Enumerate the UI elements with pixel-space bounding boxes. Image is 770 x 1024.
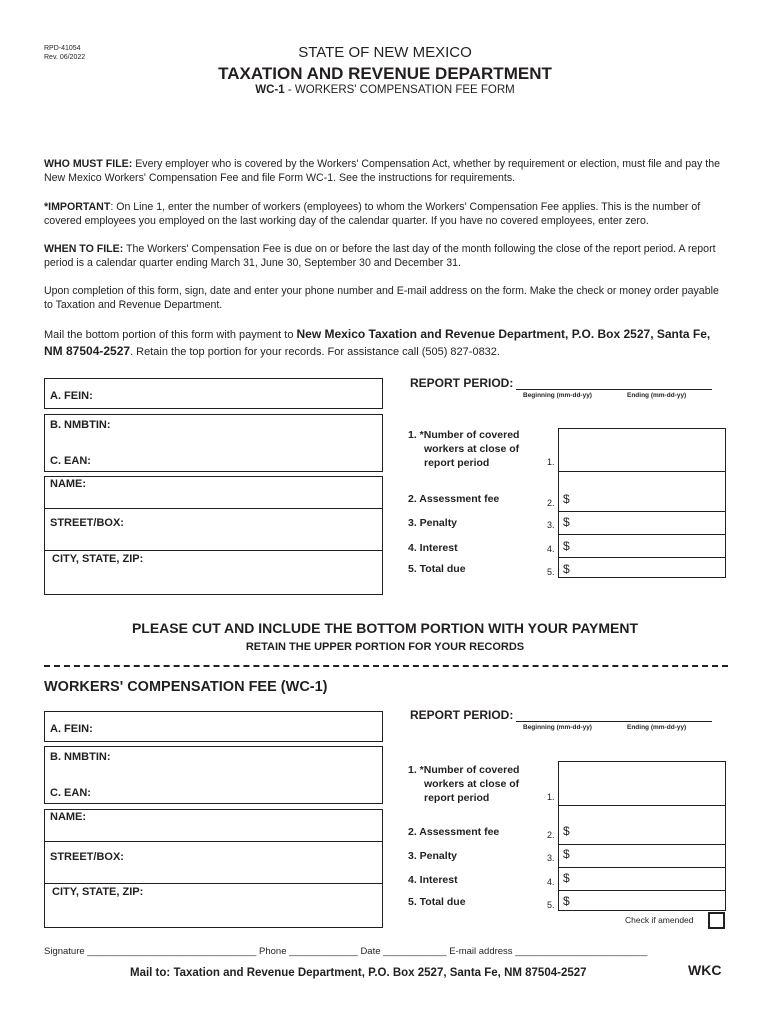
bottom-line1-text-c: report period xyxy=(424,792,490,804)
bottom-report-period-label: REPORT PERIOD: xyxy=(410,708,514,722)
when-to-file xyxy=(44,242,728,270)
important-text: : On Line 1, enter the number of workers (employees) to whom the Workers' Compensation Fee applies. This is the number of covered employees you employed on the last working day of the calendar quarter. If you have no covered employees, enter zero. xyxy=(44,201,701,227)
bottom-line1-num: 1. xyxy=(547,792,555,802)
who-text: Every employer who is covered by the Workers' Compensation Act, whether by requirement or election, must file and pay the New Mexico Workers' Compensation Fee and file Form WC-1. See the instructions for requirements. xyxy=(44,158,720,184)
ending-label: Ending (mm-dd-yy) xyxy=(627,392,687,399)
bottom-fein-field[interactable] xyxy=(44,711,383,742)
bottom-line1-label xyxy=(408,763,519,805)
cut-line xyxy=(44,665,728,667)
bottom-line5-dollar: $ xyxy=(563,894,570,908)
bottom-line4-label: 4. Interest xyxy=(408,874,458,886)
city-label: CITY, STATE, ZIP: xyxy=(52,553,144,565)
bottom-name-label: NAME: xyxy=(50,811,87,823)
bottom-city-label: CITY, STATE, ZIP: xyxy=(52,886,144,898)
bottom-street-label: STREET/BOX: xyxy=(50,851,124,863)
amended-checkbox[interactable] xyxy=(708,912,725,929)
bottom-line5-num: 5. xyxy=(547,900,555,910)
line1-text-c: report period xyxy=(424,457,490,469)
bottom-line1-divider xyxy=(558,805,726,806)
form-number-text: RPD-41054 xyxy=(44,45,81,52)
street-label: STREET/BOX: xyxy=(50,517,124,529)
bottom-line3-divider xyxy=(558,867,726,868)
line2-divider xyxy=(558,511,726,512)
line2-num: 2. xyxy=(547,498,555,508)
mail-instructions xyxy=(44,326,728,360)
line3-num: 3. xyxy=(547,520,555,530)
bottom-amount-box[interactable] xyxy=(558,761,726,911)
bottom-line1-text-b: workers at close of xyxy=(424,778,520,790)
line1-text-a: 1. *Number of covered xyxy=(408,429,520,441)
line1-num: 1. xyxy=(547,457,555,467)
bottom-report-period-input[interactable] xyxy=(516,721,712,722)
bottom-title: WORKERS' COMPENSATION FEE (WC-1) xyxy=(44,679,328,695)
report-period-label: REPORT PERIOD: xyxy=(410,376,514,390)
name-label: NAME: xyxy=(50,478,87,490)
mail-text-2: . Retain the top portion for your records. For assistance call (505) 827-0832. xyxy=(130,346,500,358)
state-title: STATE OF NEW MEXICO xyxy=(298,44,472,61)
line2-label: 2. Assessment fee xyxy=(408,493,500,505)
who-must-file xyxy=(44,157,728,185)
form-title-text: - WORKERS' COMPENSATION FEE FORM xyxy=(284,84,515,96)
ean-label: C. EAN: xyxy=(50,455,91,467)
bottom-line2-num: 2. xyxy=(547,830,555,840)
bottom-line3-num: 3. xyxy=(547,853,555,863)
bottom-name-divider xyxy=(44,841,383,842)
bottom-line3-label: 3. Penalty xyxy=(408,850,458,862)
fein-field[interactable] xyxy=(44,378,383,409)
nmbtin-label: B. NMBTIN: xyxy=(50,419,111,431)
line4-num: 4. xyxy=(547,544,555,554)
line4-divider xyxy=(558,557,726,558)
completion-note: Upon completion of this form, sign, date and enter your phone number and E-mail address on the form. Make the check or money order payable to Taxation and Revenue Department. xyxy=(44,285,719,311)
bottom-ending-label: Ending (mm-dd-yy) xyxy=(627,724,687,731)
line3-dollar: $ xyxy=(563,515,570,529)
check-if-amended-label: Check if amended xyxy=(625,915,694,925)
bottom-address-field[interactable] xyxy=(44,809,383,928)
mail-text-1: Mail the bottom portion of this form with payment to xyxy=(44,329,297,341)
address-field[interactable] xyxy=(44,476,383,595)
beginning-label: Beginning (mm-dd-yy) xyxy=(523,392,592,399)
bottom-line2-label: 2. Assessment fee xyxy=(408,826,500,838)
line1-divider xyxy=(558,471,726,472)
mail-address: New Mexico Taxation and Revenue Department, P.O. Box 2527, Santa Fe, NM 87504-2527 xyxy=(44,327,711,358)
bottom-line5-label: 5. Total due xyxy=(408,896,466,908)
fein-label: A. FEIN: xyxy=(50,390,93,402)
revision-text: Rev. 06/2022 xyxy=(44,54,86,61)
bottom-street-divider xyxy=(44,883,383,884)
street-divider xyxy=(44,550,383,551)
line4-dollar: $ xyxy=(563,539,570,553)
line5-label: 5. Total due xyxy=(408,563,466,575)
report-period-input[interactable] xyxy=(516,389,712,390)
line1-label xyxy=(408,428,519,470)
cut-instruction: PLEASE CUT AND INCLUDE THE BOTTOM PORTION WITH YOUR PAYMENT xyxy=(131,620,639,636)
important-note xyxy=(44,200,728,228)
name-divider xyxy=(44,508,383,509)
bottom-line4-dollar: $ xyxy=(563,871,570,885)
line1-text-b: workers at close of xyxy=(424,443,520,455)
bottom-line4-divider xyxy=(558,890,726,891)
when-label: WHEN TO FILE: xyxy=(44,243,124,255)
department-title: TAXATION AND REVENUE DEPARTMENT xyxy=(218,64,552,83)
line5-num: 5. xyxy=(547,567,555,577)
bottom-nmbtin-label: B. NMBTIN: xyxy=(50,751,111,763)
who-label: WHO MUST FILE: xyxy=(44,158,133,170)
important-label: *IMPORTANT xyxy=(44,201,111,213)
form-code-wkc: WKC xyxy=(688,962,722,978)
line2-dollar: $ xyxy=(563,492,570,506)
line5-dollar: $ xyxy=(563,562,570,576)
line3-label: 3. Penalty xyxy=(408,517,458,529)
retain-instruction: RETAIN THE UPPER PORTION FOR YOUR RECORDS xyxy=(245,641,525,653)
form-title xyxy=(0,84,770,96)
form-code: WC-1 xyxy=(255,84,285,96)
bottom-line2-dollar: $ xyxy=(563,824,570,838)
amount-box[interactable] xyxy=(558,428,726,578)
signature-line[interactable]: Signature ________________________________ Phone _____________ Date ____________ E-mail address _________________________ xyxy=(44,946,648,957)
bottom-line1-text-a: 1. *Number of covered xyxy=(408,764,520,776)
line4-label: 4. Interest xyxy=(408,542,458,554)
when-text: The Workers' Compensation Fee is due on or before the last day of the month following the close of the report period. A report period is a calendar quarter ending March 31, June 30, September 30 and December 31. xyxy=(44,243,716,269)
bottom-line4-num: 4. xyxy=(547,877,555,887)
mail-to-address: Mail to: Taxation and Revenue Department, P.O. Box 2527, Santa Fe, NM 87504-2527 xyxy=(130,967,587,979)
bottom-beginning-label: Beginning (mm-dd-yy) xyxy=(523,724,592,731)
line3-divider xyxy=(558,534,726,535)
bottom-line2-divider xyxy=(558,844,726,845)
bottom-ean-label: C. EAN: xyxy=(50,787,91,799)
bottom-fein-label: A. FEIN: xyxy=(50,723,93,735)
bottom-line3-dollar: $ xyxy=(563,847,570,861)
